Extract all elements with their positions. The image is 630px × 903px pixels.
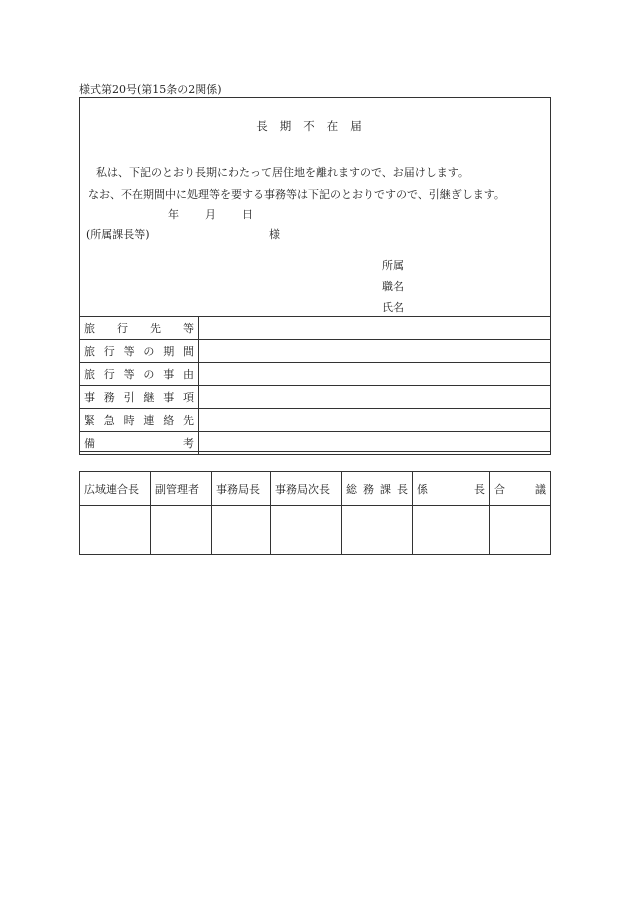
approval-table: [79, 471, 551, 555]
spaced-label: 係 長: [417, 482, 485, 496]
approval-header: [342, 472, 413, 506]
statement-line-2: なお、不在期間中に処理等を要する事務等は下記のとおりですので、引継ぎします。: [88, 188, 505, 201]
detail-row: [80, 363, 551, 386]
spaced-label: 緊 急 時 連 絡 先: [84, 414, 194, 427]
form-frame: [79, 97, 551, 452]
detail-row: [80, 340, 551, 363]
approval-header: [413, 472, 490, 506]
detail-row: [80, 432, 551, 455]
detail-row: [80, 386, 551, 409]
day-label: 日: [242, 208, 253, 221]
stamp-cell[interactable]: [490, 506, 551, 555]
form-title: 長期不在届: [256, 119, 374, 133]
form-number: 様式第20号(第15条の2関係): [79, 83, 222, 96]
detail-row: [80, 409, 551, 432]
detail-row: [80, 317, 551, 340]
addressee: (所属課長等): [86, 228, 150, 241]
detail-label: [80, 317, 199, 340]
approval-header-row: [80, 472, 551, 506]
detail-label: [80, 386, 199, 409]
detail-value-cell[interactable]: [199, 340, 551, 363]
detail-value-cell[interactable]: [199, 363, 551, 386]
approval-header: 広域連合長: [80, 472, 151, 506]
detail-value-cell[interactable]: [199, 409, 551, 432]
detail-value-cell[interactable]: [199, 386, 551, 409]
position-label: 職名: [382, 280, 404, 293]
date-row: [168, 206, 253, 222]
approval-header: 副管理者: [151, 472, 212, 506]
statement-line-1: 私は、下記のとおり長期にわたって居住地を離れますので、お届けします。: [96, 166, 469, 179]
spaced-label: 合 議: [494, 482, 546, 496]
stamp-cell[interactable]: [151, 506, 212, 555]
detail-label: [80, 363, 199, 386]
detail-label: [80, 409, 199, 432]
detail-label: [80, 432, 199, 455]
details-table: [79, 316, 551, 455]
approval-header: 事務局長: [212, 472, 271, 506]
detail-value-cell[interactable]: [199, 317, 551, 340]
stamp-cell[interactable]: [413, 506, 490, 555]
stamp-cell[interactable]: [80, 506, 151, 555]
spaced-label: 旅 行 等 の 事 由: [84, 368, 194, 381]
spaced-label: 旅 行 先 等: [84, 322, 194, 335]
honorific: 様: [269, 228, 280, 241]
name-label: 氏名: [382, 301, 404, 314]
detail-label: [80, 340, 199, 363]
spaced-label: 旅 行 等 の 期 間: [84, 345, 194, 358]
spaced-label: 備 考: [84, 437, 194, 450]
stamp-cell[interactable]: [342, 506, 413, 555]
year-label: 年: [168, 208, 179, 221]
detail-value-cell[interactable]: [199, 432, 551, 455]
affiliation-label: 所属: [382, 259, 404, 272]
month-label: 月: [205, 208, 216, 221]
stamp-cell[interactable]: [212, 506, 271, 555]
spaced-label: 総 務 課 長: [346, 482, 408, 496]
approval-header: [490, 472, 551, 506]
approval-header: 事務局次長: [271, 472, 342, 506]
approval-stamp-row: [80, 506, 551, 555]
spaced-label: 事 務 引 継 事 項: [84, 391, 194, 404]
stamp-cell[interactable]: [271, 506, 342, 555]
